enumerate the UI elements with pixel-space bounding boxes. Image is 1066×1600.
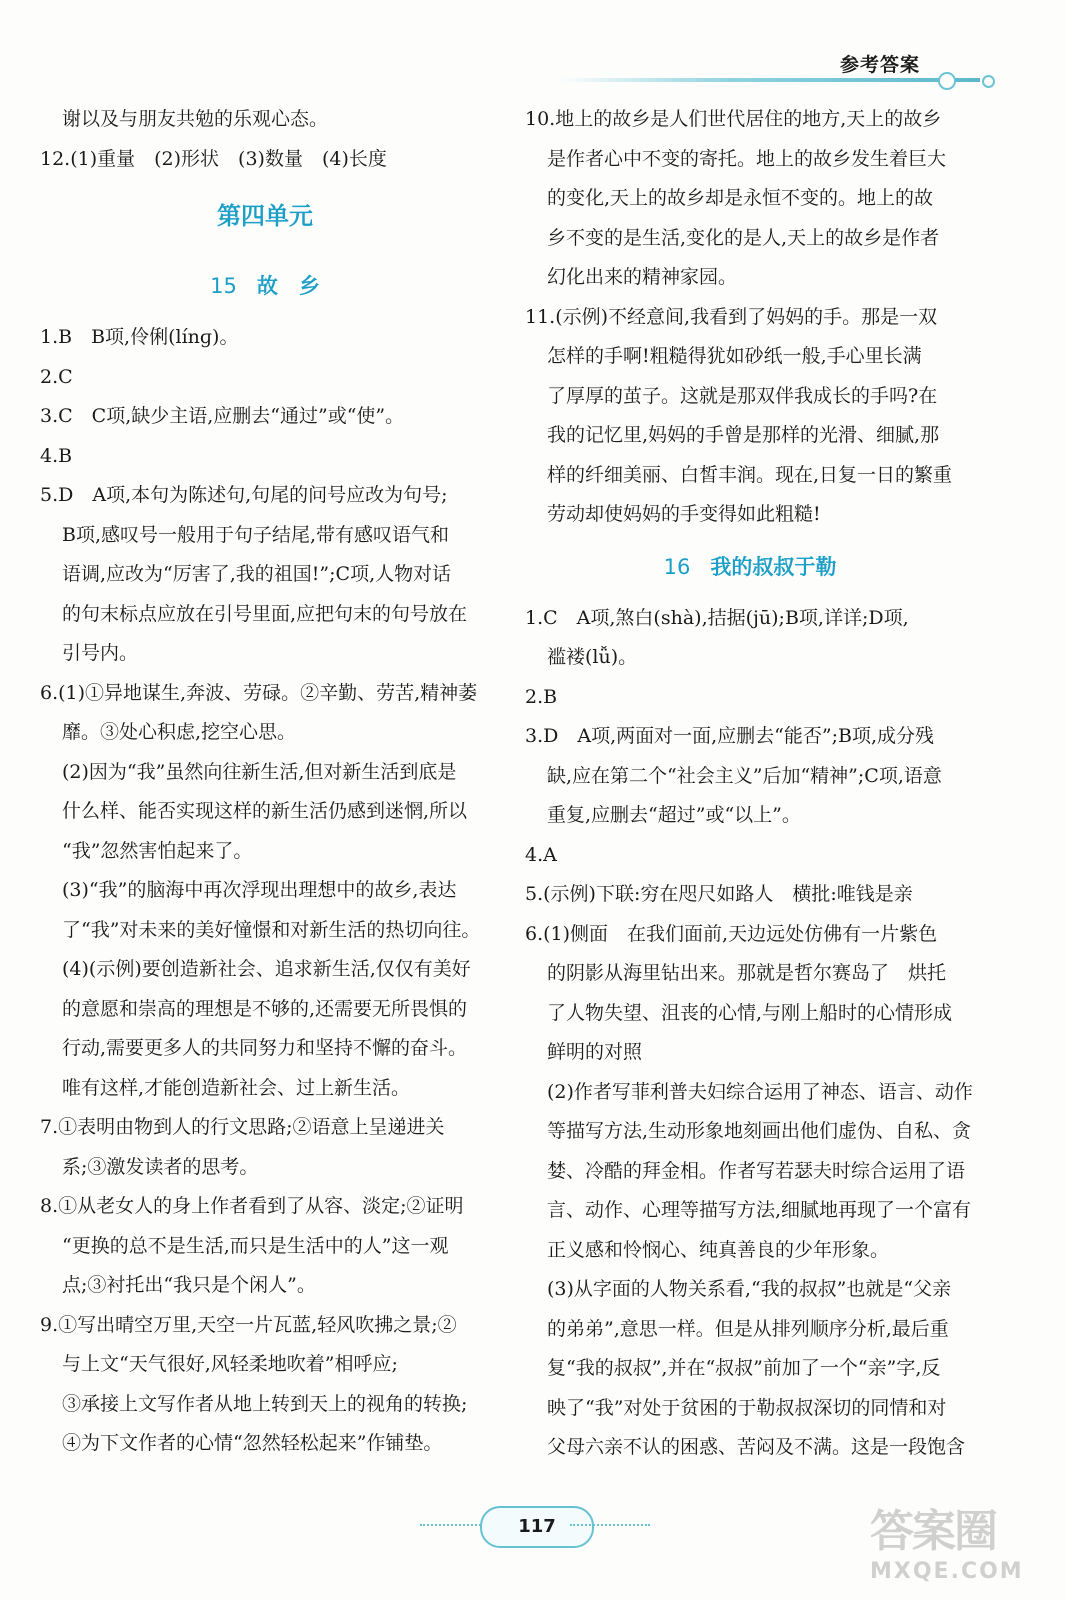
answer-line: 5.D A项,本句为陈述句,句尾的问号应改为句号; — [40, 484, 448, 506]
header-decor-circle-small — [982, 75, 995, 88]
answer-line: B项,感叹号一般用于句子结尾,带有感叹语气和 — [62, 523, 450, 546]
answer-line: 5.(示例)下联:穷在咫尺如路人 横批:唯钱是亲 — [525, 883, 913, 905]
watermark-bottom: MXQE.COM — [870, 1559, 1024, 1584]
answer-line: (4)(示例)要创造新社会、追求新生活,仅仅有美好 — [62, 958, 471, 980]
answer-line: 6.(1)侧面 在我们面前,天边远处仿佛有一片紫色 — [525, 922, 938, 945]
answer-line: “更换的总不是生活,而只是生活中的人”这一观 — [62, 1234, 449, 1257]
answer-line: ③承接上文写作者从地上转到天上的视角的转换; — [62, 1392, 468, 1415]
answer-line: 了“我”对未来的美好憧憬和对新生活的热切向往。 — [62, 918, 481, 941]
left-column — [40, 100, 490, 1464]
answer-line: 与上文“天气很好,风轻柔地吹着”相呼应; — [62, 1353, 398, 1375]
answer-line: (3)从字面的人物关系看,“我的叔叔”也就是“父亲 — [547, 1278, 952, 1300]
answer-line: 言、动作、心理等描写方法,细腻地再现了一个富有 — [547, 1199, 972, 1221]
answer-line: “我”忽然害怕起来了。 — [62, 839, 253, 862]
answer-line: ④为下文作者的心情“忽然轻松起来”作铺垫。 — [62, 1432, 443, 1454]
answer-line: 鲜明的对照 — [547, 1041, 643, 1063]
answer-line: 复“我的叔叔”,并在“叔叔”前加了一个“亲”字,反 — [547, 1357, 941, 1379]
answer-line: 的句末标点应放在引号里面,应把句末的句号放在 — [62, 602, 468, 625]
lesson-name: 故 乡 — [256, 274, 320, 298]
header-title: 参考答案 — [840, 54, 921, 76]
answer-line: 的阴影从海里钻出来。那就是哲尔赛岛了 烘托 — [547, 962, 947, 984]
answer-line: 的意愿和崇高的理想是不够的,还需要无所畏惧的 — [62, 997, 468, 1020]
header-decor-line — [560, 78, 980, 82]
answer-line: 4.B — [40, 444, 73, 467]
lesson-number: 16 — [663, 554, 691, 579]
answer-line: 乡不变的是生活,变化的是人,天上的故乡是作者 — [547, 226, 940, 249]
answer-line: 3.C C项,缺少主语,应删去“通过”或“使”。 — [40, 405, 405, 427]
answer-line: (2)作者写菲利普夫妇综合运用了神态、语言、动作 — [547, 1080, 973, 1103]
answer-line: 我的记忆里,妈妈的手曾是那样的光滑、细腻,那 — [547, 424, 940, 446]
answer-line: 缺,应在第二个“社会主义”后加“精神”;C项,语意 — [547, 764, 942, 787]
answer-line: 9.①写出晴空万里,天空一片瓦蓝,轻风吹拂之景;② — [40, 1313, 457, 1336]
answer-line: 谢以及与朋友共勉的乐观心态。 — [62, 108, 329, 130]
answer-line: 唯有这样,才能创造新社会、过上新生活。 — [62, 1076, 411, 1099]
answer-line: 引号内。 — [62, 642, 139, 664]
answer-line: 行动,需要更多人的共同努力和坚持不懈的奋斗。 — [62, 1037, 468, 1059]
answer-line: 等描写方法,生动形象地刻画出他们虚伪、自私、贪 — [547, 1120, 972, 1142]
answer-line: 什么样、能否实现这样的新生活仍感到迷惘,所以 — [62, 800, 468, 822]
answer-line: 褴褛(lǚ)。 — [547, 646, 638, 668]
right-column — [525, 100, 975, 1468]
answer-line: 了厚厚的茧子。这就是那双伴我成长的手吗?在 — [547, 384, 938, 407]
answer-line: 10.地上的故乡是人们世代居住的地方,天上的故乡 — [525, 108, 942, 130]
answer-line: 语调,应改为“厉害了,我的祖国!”;C项,人物对话 — [62, 563, 452, 585]
answer-line: 1.B B项,伶俐(línɡ)。 — [40, 326, 239, 348]
header-decor-circle — [938, 72, 956, 90]
answer-line: 1.C A项,煞白(shà),拮据(jū);B项,详详;D项, — [525, 606, 909, 629]
answer-line: (2)因为“我”虽然向往新生活,但对新生活到底是 — [62, 760, 457, 783]
answer-line: 样的纤细美丽、白皙丰润。现在,日复一日的繁重 — [547, 463, 953, 486]
page-number: 117 — [480, 1506, 594, 1548]
answer-line: 3.D A项,两面对一面,应删去“能否”;B项,成分残 — [525, 725, 934, 747]
footer-decor-line — [570, 1524, 650, 1526]
answer-line: 幻化出来的精神家园。 — [547, 266, 738, 288]
watermark-top: 答案圈 — [870, 1506, 996, 1557]
lesson-name: 我的叔叔于勒 — [710, 554, 837, 579]
page-footer — [420, 1500, 650, 1550]
answer-line: 11.(示例)不经意间,我看到了妈妈的手。那是一双 — [525, 305, 938, 328]
answer-line: 8.①从老女人的身上作者看到了从容、淡定;②证明 — [40, 1195, 464, 1217]
answer-line: 靡。③处心积虑,挖空心思。 — [62, 721, 297, 743]
answer-line: 婪、冷酷的拜金相。作者写若瑟夫时综合运用了语 — [547, 1159, 966, 1182]
page-header — [0, 0, 1066, 100]
lesson-title-15 — [40, 254, 490, 318]
lesson-number: 15 — [210, 274, 237, 298]
answer-line: 2.C — [40, 365, 73, 388]
answer-line: 父母六亲不认的困惑、苦闷及不满。这是一段饱含 — [547, 1436, 966, 1458]
answer-line: 6.(1)①异地谋生,奔波、劳碌。②辛勤、劳苦,精神萎 — [40, 681, 478, 704]
answer-line: 7.①表明由物到人的行文思路;②语意上呈递进关 — [40, 1116, 445, 1138]
answer-line: 映了“我”对处于贫困的于勒叔叔深切的同情和对 — [547, 1396, 947, 1419]
answer-line: (3)“我”的脑海中再次浮现出理想中的故乡,表达 — [62, 879, 457, 901]
answer-line: 了人物失望、沮丧的心情,与刚上船时的心情形成 — [547, 1001, 953, 1024]
answer-line: 4.A — [525, 843, 557, 866]
lesson-title-16 — [525, 535, 975, 599]
unit-title: 第四单元 — [217, 202, 313, 230]
answer-line: 的弟弟”,意思一样。但是从排列顺序分析,最后重 — [547, 1317, 949, 1340]
answer-line: 系;③激发读者的思考。 — [62, 1155, 259, 1178]
answer-line: 的变化,天上的故乡却是永恒不变的。地上的故 — [547, 187, 934, 209]
answer-line: 12.(1)重量 (2)形状 (3)数量 (4)长度 — [40, 147, 387, 170]
answer-line: 2.B — [525, 685, 558, 708]
answer-line: 点;③衬托出“我只是个闲人”。 — [62, 1274, 316, 1296]
answer-line: 重复,应删去“超过”或“以上”。 — [547, 804, 801, 826]
answer-line: 正义感和怜悯心、纯真善良的少年形象。 — [547, 1238, 890, 1261]
answer-line: 是作者心中不变的寄托。地上的故乡发生着巨大 — [547, 147, 947, 170]
answer-line: 劳动却使妈妈的手变得如此粗糙! — [547, 503, 821, 525]
watermark-logo — [870, 1495, 1050, 1595]
answer-line: 怎样的手啊!粗糙得犹如砂纸一般,手心里长满 — [547, 345, 922, 367]
